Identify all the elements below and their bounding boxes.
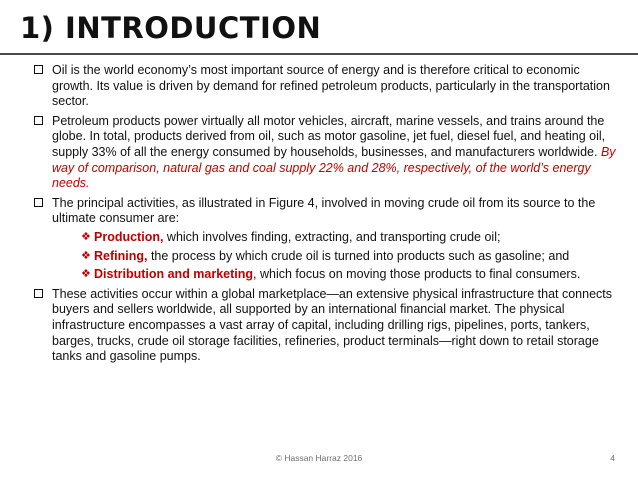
square-bullet-icon bbox=[34, 289, 43, 298]
square-bullet-icon bbox=[34, 116, 43, 125]
page-number: 4 bbox=[610, 453, 615, 463]
diamond-bullet-icon: ❖ bbox=[81, 230, 91, 243]
slide-title: 1) INTRODUCTION bbox=[20, 11, 322, 45]
footer-copyright: © Hassan Harraz 2016 bbox=[275, 453, 363, 463]
slide-footer bbox=[0, 451, 638, 469]
diamond-bullet-icon: ❖ bbox=[81, 268, 91, 281]
bullet-text: Oil is the world economy’s most important source of energy and is therefore critical to economic growth. Its value is driven by demand for refined petroleum products, particularly in the transportation sector. bbox=[52, 63, 610, 109]
sub-bullet-text bbox=[94, 267, 624, 283]
bullet-text: The principal activities, as illustrated in Figure 4, involved in moving crude oil from its source to the ultimate consumer are: bbox=[52, 195, 596, 226]
square-bullet-icon bbox=[34, 65, 43, 74]
bullet-text: These activities occur within a global marketplace—an extensive physical infrastructure that connects buyers and sellers worldwide, all supported by an international financial market. The physical infrastructure encompasses a vast array of capital, including drilling rigs, pipelines, ports, tankers, barges, trucks, crude oil storage facilities, refineries, product terminals—right down to retail storage tanks and gasoline pumps. bbox=[52, 286, 612, 364]
title-divider bbox=[0, 53, 638, 55]
sub-bullet-item bbox=[81, 249, 624, 265]
sub-bullet-description: which involves finding, extracting, and transporting crude oil; bbox=[163, 229, 501, 244]
bullet-item bbox=[34, 196, 624, 227]
sub-bullet-description: , which focus on moving those products to final consumers. bbox=[253, 267, 581, 282]
sub-bullet-term: Distribution and marketing bbox=[94, 267, 254, 282]
sub-bullet-term: Production, bbox=[94, 229, 164, 244]
bullet-item bbox=[34, 287, 624, 365]
slide-body bbox=[34, 63, 624, 369]
sub-bullet-item bbox=[81, 230, 624, 246]
bullet-item bbox=[34, 63, 624, 110]
bullet-item bbox=[34, 114, 624, 192]
sub-bullet-text bbox=[94, 249, 624, 265]
diamond-bullet-icon: ❖ bbox=[81, 249, 91, 262]
sub-bullet-item bbox=[81, 267, 624, 283]
sub-bullet-text bbox=[94, 230, 624, 246]
bullet-text-part: Petroleum products power virtually all motor vehicles, aircraft, marine vessels, and trains around the globe. In total, products derived from oil, such as motor gasoline, jet fuel, diesel fuel, and heating oil, supply 33% of all the energy consumed by households, businesses, and manufacturers worldwide. bbox=[52, 113, 606, 159]
sub-bullet-term: Refining, bbox=[94, 248, 148, 263]
sub-bullet-description: the process by which crude oil is turned into products such as gasoline; and bbox=[147, 248, 570, 263]
bullet-emphasis-text: By way of comparison, natural gas and coal supply 22% and 28%, respectively, of the world’s energy needs. bbox=[52, 144, 616, 191]
bullet-text bbox=[52, 114, 624, 192]
square-bullet-icon bbox=[34, 198, 43, 207]
